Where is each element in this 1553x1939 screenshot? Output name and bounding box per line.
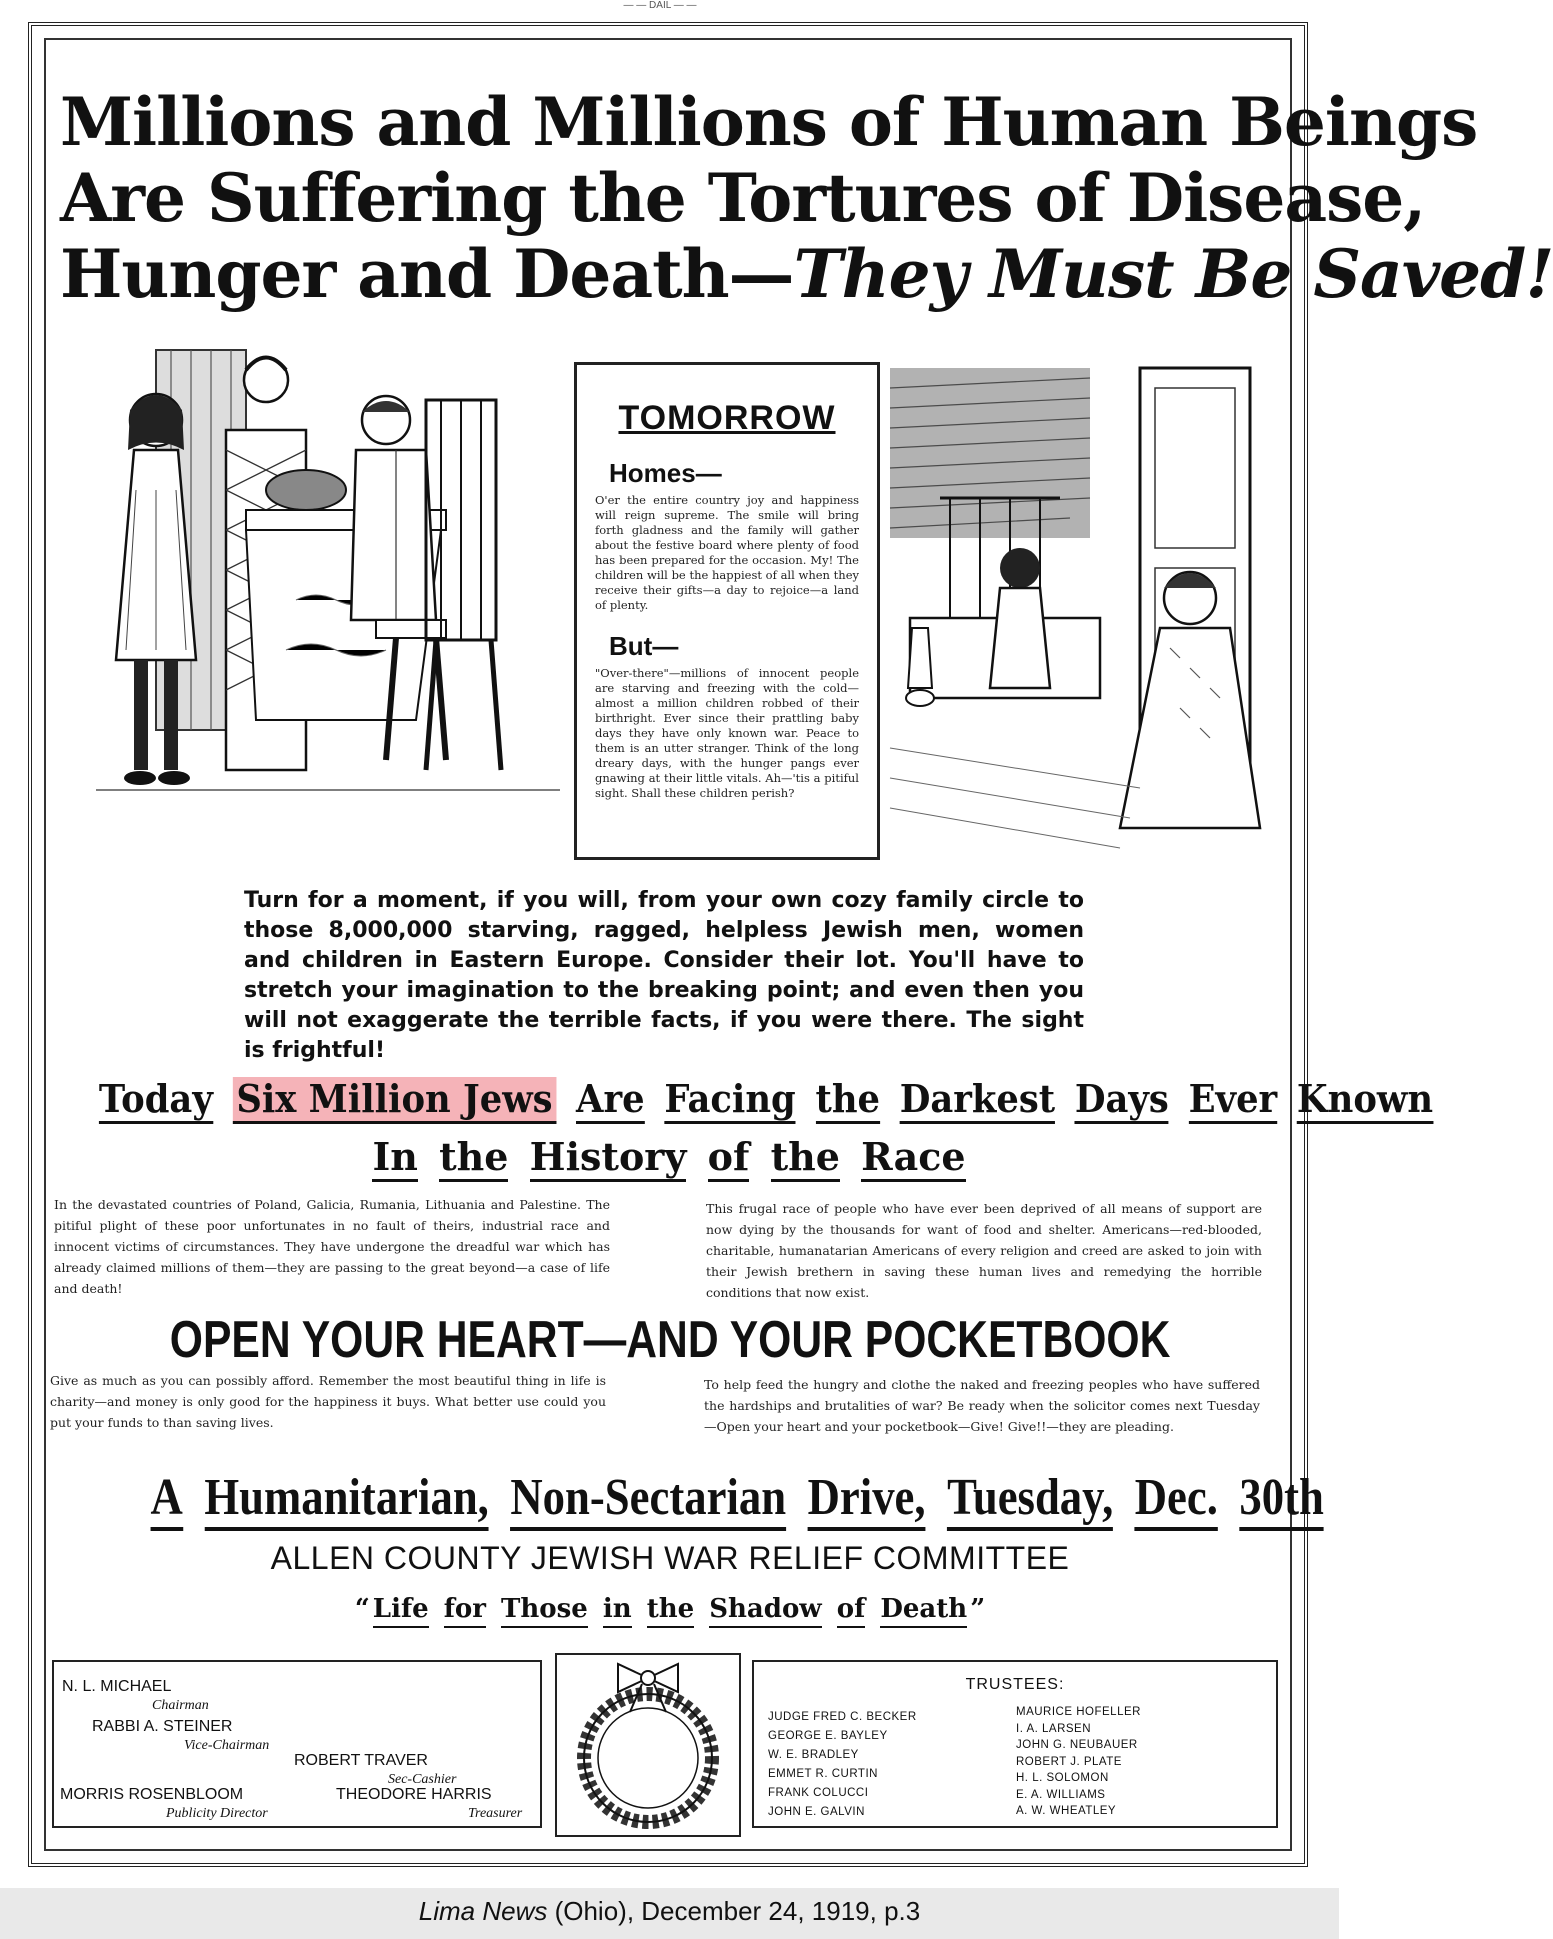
today-word: Today <box>99 1077 213 1124</box>
officer-name: MORRIS ROSENBLOOM <box>60 1786 244 1803</box>
trustees-right-column <box>1016 1704 1141 1820</box>
drive-word: Tuesday, <box>947 1469 1113 1531</box>
right-paragraph-1: This frugal race of people who have ever been deprived of all means of support are now dying by the thousands for want of food and shelter. Americans—red-blooded, charitable, humanatarian Americans of every religion and creed are asked to join with their Jewish brethern in saving these human lives and remedying the horrible conditions that now exist. <box>706 1201 1262 1300</box>
headline <box>60 83 1553 313</box>
today-word: the <box>771 1135 840 1182</box>
motto-word: in <box>603 1592 632 1628</box>
trustee-name: JOHN E. GALVIN <box>768 1806 865 1818</box>
drive-headline <box>145 1468 1324 1531</box>
officers-box <box>52 1660 542 1828</box>
today-line-2 <box>52 1128 1286 1186</box>
officer-name: RABBI A. STEINER <box>92 1718 233 1735</box>
intro-paragraph: Turn for a moment, if you will, from your own cozy family circle to those 8,000,000 starving, ragged, helpless Jewish men, women and children in Eastern Europe. Consider their lot. You'll have to stretch your imagination to the breaking point; and even then you will not exaggerate the terrible facts, if you were there. The sight is frightful! <box>244 888 1084 1063</box>
trustees-left-column <box>768 1708 917 1822</box>
trustee-name: MAURICE HOFELLER <box>1016 1706 1141 1718</box>
today-line-1 <box>95 1070 1434 1128</box>
trustee-name: GEORGE E. BAYLEY <box>768 1730 888 1742</box>
left-paragraph-2: Give as much as you can possibly afford. Remember the most beautiful thing in life is charity—and money is only good for the happiness it buys. What better use could you put your funds to than saving lives. <box>50 1373 606 1430</box>
trustee-name: FRANK COLUCCI <box>768 1787 869 1799</box>
trustee-name: A. W. WHEATLEY <box>1016 1805 1117 1817</box>
motto-word: of <box>837 1592 866 1628</box>
today-word: Ever <box>1189 1077 1278 1124</box>
officer-name: N. L. MICHAEL <box>62 1678 172 1695</box>
officer-role: Treasurer <box>468 1806 523 1821</box>
family-dinner-illustration <box>96 340 560 840</box>
officer-name: THEODORE HARRIS <box>336 1786 492 1803</box>
trustee-name: EMMET R. CURTIN <box>768 1768 878 1780</box>
headline-line-3 <box>60 235 1553 313</box>
motto-word: the <box>647 1592 694 1628</box>
caption-details: (Ohio), December 24, 1919, p.3 <box>547 1896 921 1926</box>
today-headline <box>52 1070 1434 1186</box>
tomorrow-box <box>574 362 880 860</box>
officer-role: Publicity Director <box>166 1806 268 1821</box>
motto <box>60 1592 1280 1628</box>
wreath-icon <box>552 1650 744 1840</box>
source-caption <box>0 1888 1339 1939</box>
today-word: History <box>530 1135 687 1182</box>
today-word: Days <box>1075 1077 1169 1124</box>
trustee-name: ROBERT J. PLATE <box>1016 1755 1122 1768</box>
drive-word: Dec. <box>1135 1469 1218 1531</box>
drive-word: Drive, <box>808 1469 926 1531</box>
trustee-name: E. A. WILLIAMS <box>1016 1788 1106 1801</box>
drive-word: A <box>151 1469 183 1531</box>
trustees-title: TRUSTEES: <box>965 1676 1065 1693</box>
trustee-name: H. L. SOLOMON <box>1016 1772 1109 1784</box>
trustees-box <box>752 1660 1278 1828</box>
motto-word: Those <box>501 1592 588 1628</box>
homes-heading: Homes— <box>609 458 722 488</box>
drive-word: 30th <box>1239 1469 1323 1531</box>
but-paragraph: "Over-there"—millions of innocent people are starving and freezing with the cold—almost a million children robbed of their birthright. Ever since their prattling baby days they have only known war. Peace to them is an utter stranger. Think of the long dreary days, with the hunger pangs ever gnawing at their little vitals. Ah—'tis a pitiful sight. Shall these children perish? <box>595 666 859 800</box>
trustee-name: JUDGE FRED C. BECKER <box>768 1711 917 1723</box>
motto-word: Shadow <box>709 1592 821 1628</box>
today-word: the <box>439 1135 508 1182</box>
today-word: In <box>372 1135 417 1182</box>
mother-child-illustration <box>890 368 1278 868</box>
headline-line-2: Are Suffering the Tortures of Disease, <box>60 159 1426 237</box>
officer-name: ROBERT TRAVER <box>294 1752 428 1769</box>
today-word: Facing <box>664 1077 795 1124</box>
headline-line-3-plain: Hunger and Death— <box>60 235 794 313</box>
today-word: the <box>815 1077 880 1124</box>
drive-word: Non-Sectarian <box>510 1469 786 1531</box>
today-word: Known <box>1297 1077 1433 1124</box>
trustee-name: JOHN G. NEUBAUER <box>1016 1739 1138 1751</box>
trustee-name: I. A. LARSEN <box>1016 1722 1092 1735</box>
officer-role: Vice-Chairman <box>184 1738 270 1753</box>
today-word: Are <box>576 1077 645 1124</box>
committee-name: ALLEN COUNTY JEWISH WAR RELIEF COMMITTEE <box>270 1540 1070 1576</box>
today-word: Race <box>861 1135 965 1182</box>
today-word: of <box>708 1135 750 1182</box>
motto-word: Life <box>373 1592 429 1628</box>
left-paragraph-1: In the devastated countries of Poland, Galicia, Rumania, Lithuania and Palestine. The pitiful plight of these poor unfortunates in no fault of theirs, industrial race and innocent victims of circumstances. They have undergone the dreadful war which has already claimed millions of them—they are passing to the great beyond—a case of life and death! <box>54 1197 610 1296</box>
highlighted-phrase: Six Million Jews <box>233 1077 557 1124</box>
caption-paper-name: Lima News <box>418 1896 548 1926</box>
tomorrow-title: TOMORROW <box>618 399 836 437</box>
top-strip: — — DAIL — — <box>623 0 697 11</box>
motto-word: for <box>444 1592 486 1628</box>
headline-line-3-italic: They Must Be Saved! <box>793 235 1553 313</box>
but-heading: But— <box>609 631 679 661</box>
drive-word: Humanitarian, <box>204 1469 489 1531</box>
officer-role: Chairman <box>152 1698 209 1713</box>
trustee-name: W. E. BRADLEY <box>768 1749 859 1761</box>
homes-paragraph: O'er the entire country joy and happiness will reign supreme. The smile will bring forth gladness and the family will gather about the festive board where plenty of food has been prepared for the occasion. My! The children will be the happiest of all when they receive their gifts—a day to rejoice—a land of plenty. <box>595 493 859 612</box>
headline-line-1: Millions and Millions of Human Beings <box>60 83 1478 161</box>
right-paragraph-2: To help feed the hungry and clothe the naked and freezing peoples who have suffered the hardships and brutalities of war? Be ready when the solicitor comes next Tuesday—Open your heart and your pocketbook—Give! Give!!—they are pleading. <box>704 1377 1260 1434</box>
open-your-heart-headline: OPEN YOUR HEART—AND YOUR POCKETBOOK <box>169 1311 1171 1369</box>
motto-open-quote: “ <box>354 1594 370 1624</box>
today-word: Darkest <box>900 1077 1055 1124</box>
motto-word: Death <box>880 1592 967 1628</box>
officer-role: Sec-Cashier <box>388 1772 457 1787</box>
motto-close-quote: ” <box>970 1594 986 1624</box>
